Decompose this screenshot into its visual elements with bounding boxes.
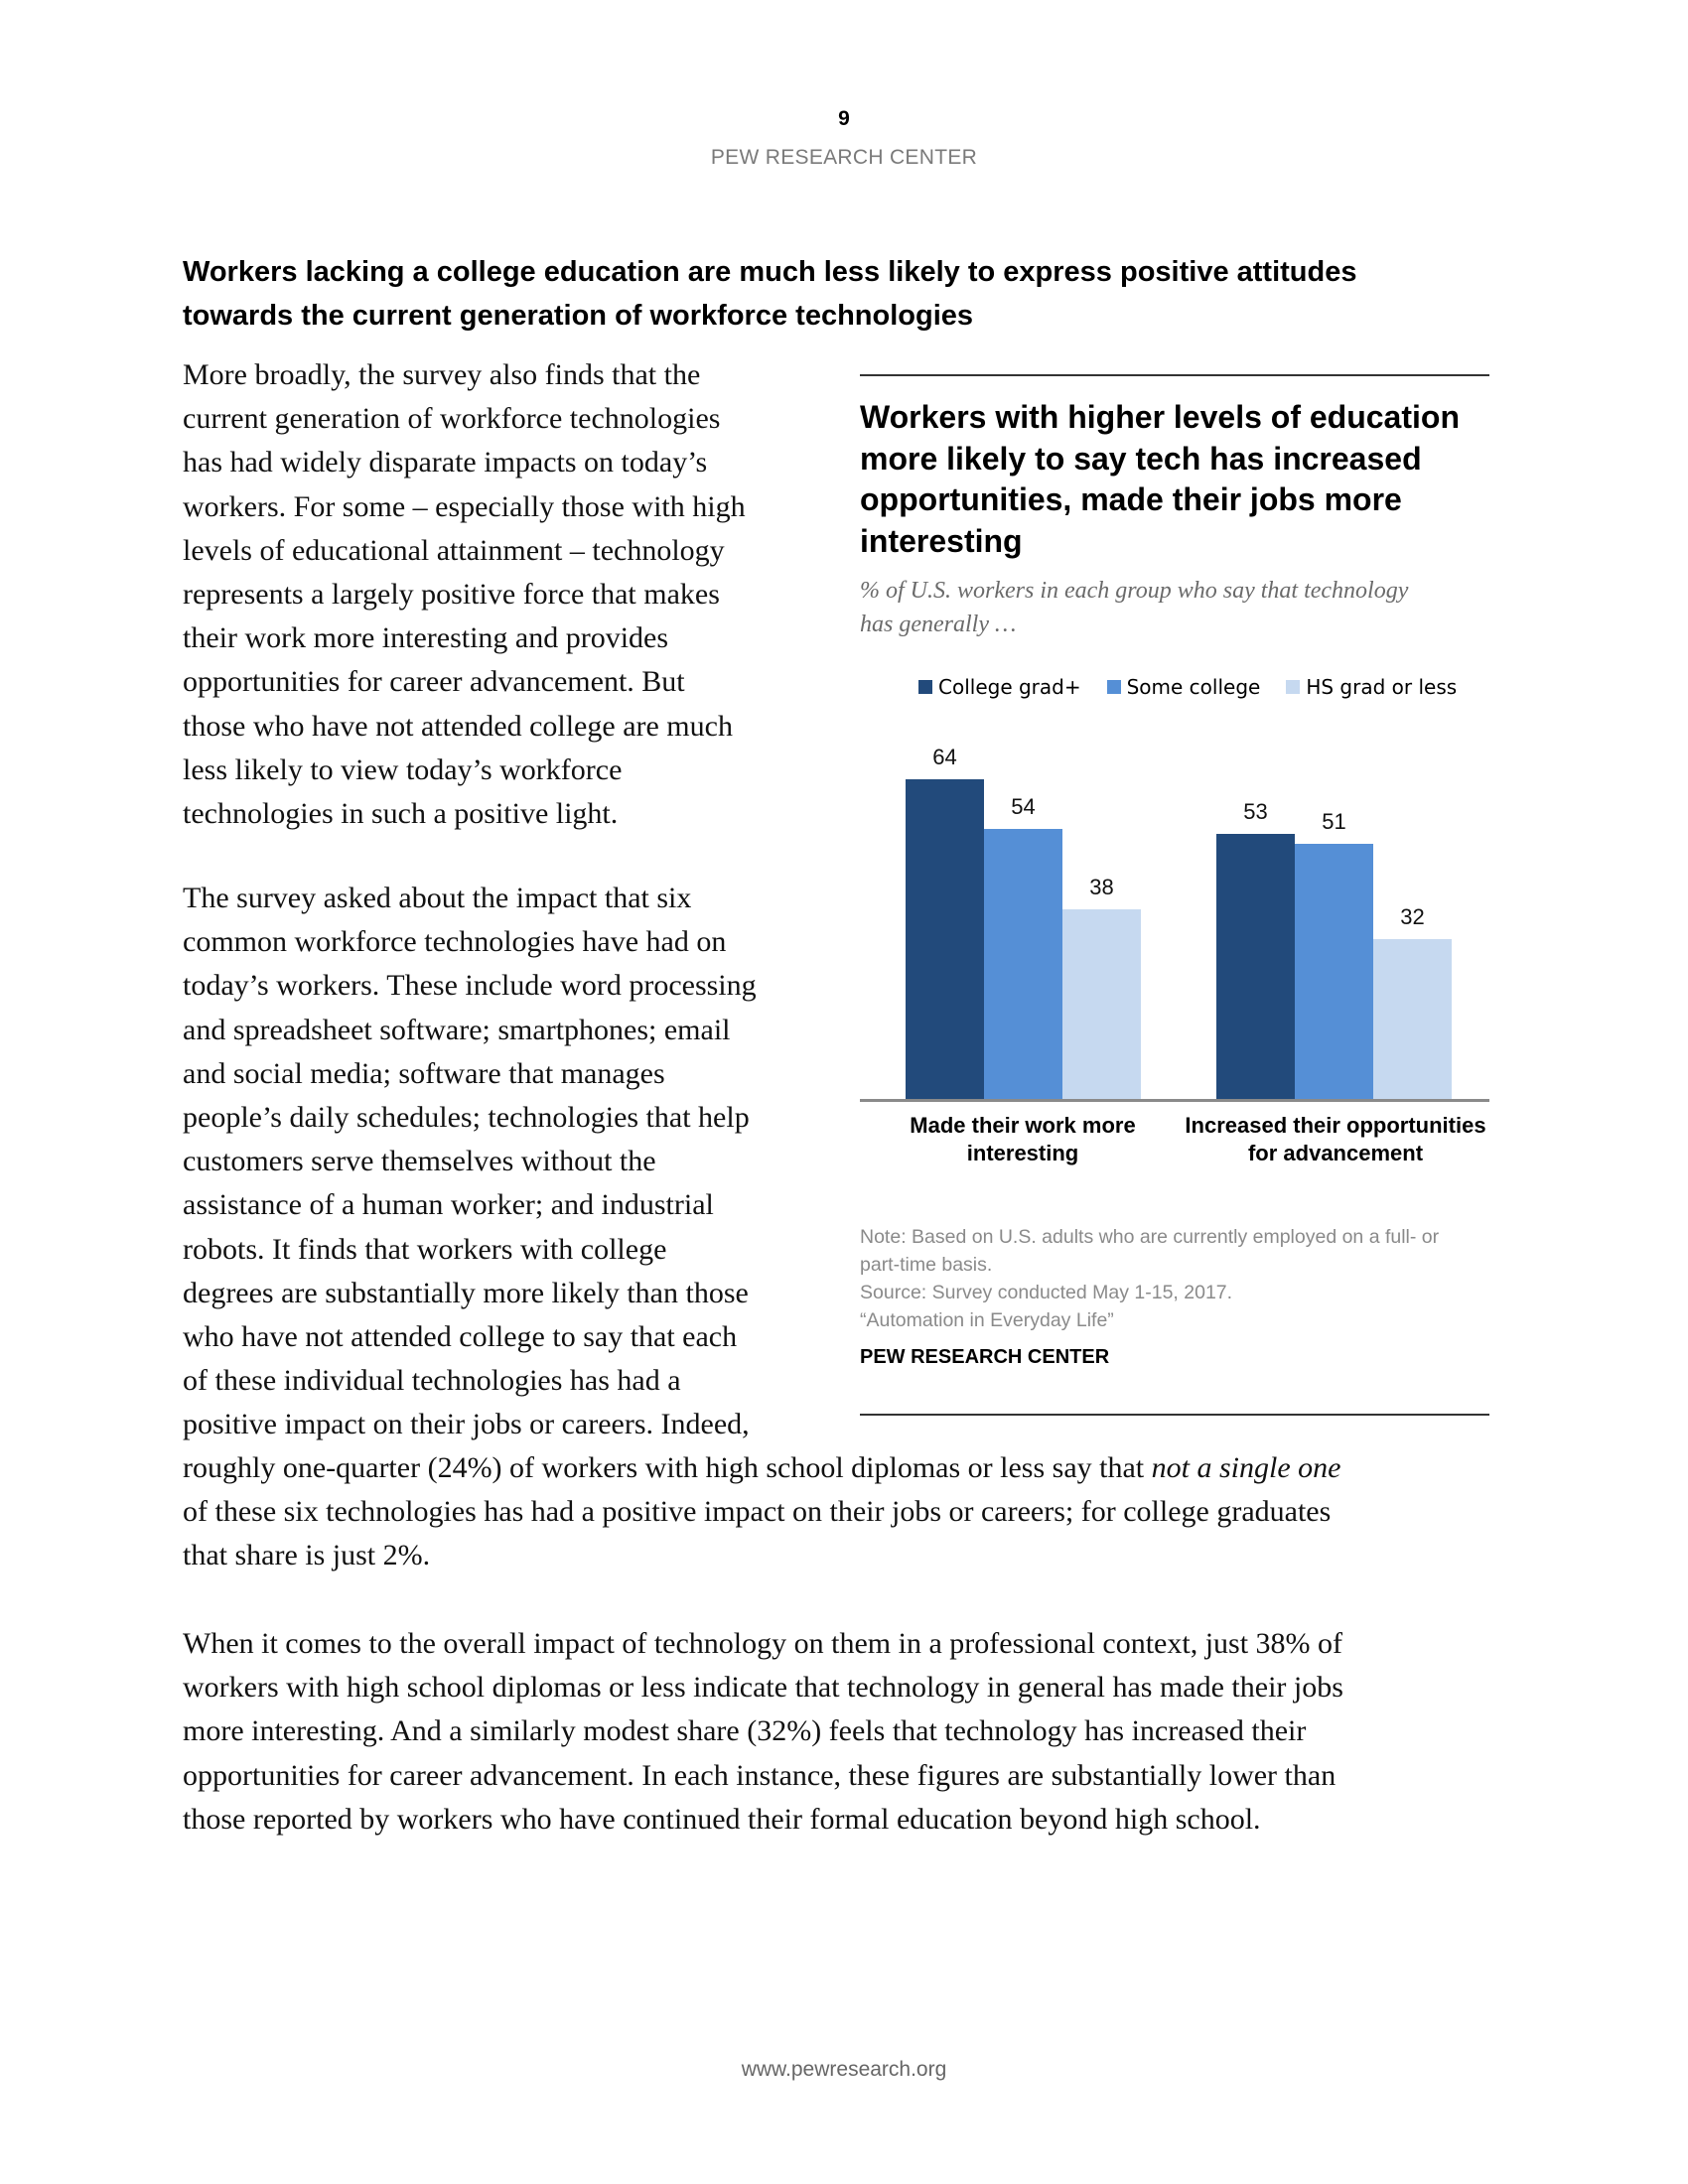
text-line: workers. For some – especially those with high (183, 489, 746, 523)
category-label-line: for advancement (1247, 1141, 1424, 1165)
text-line: of these individual technologies has had a (183, 1364, 681, 1398)
category-label-line: Increased their opportunities (1185, 1113, 1486, 1138)
bar-value-label: 38 (1089, 875, 1114, 899)
text-span: roughly one-quarter (24%) of workers with high school diplomas or less say that (183, 1451, 1152, 1484)
legend-swatch-icon (918, 680, 932, 694)
text-line: more interesting. And a similarly modest share (32%) feels that technology has increased their (183, 1714, 1307, 1748)
chart-title-line: more likely to say tech has increased (860, 440, 1422, 477)
text-line: customers serve themselves without the (183, 1145, 656, 1178)
text-line: has had widely disparate impacts on today’s (183, 446, 708, 479)
chart-subtitle-line: % of U.S. workers in each group who say that technology (860, 578, 1409, 604)
text-line: degrees are substantially more likely than those (183, 1276, 749, 1309)
category-label-interesting (874, 1112, 1172, 1167)
text-line: their work more interesting and provides (183, 621, 669, 655)
legend-label: HS grad or less (1306, 675, 1458, 699)
legend-item-some-college (1107, 675, 1261, 699)
text-line: people’s daily schedules; technologies that help (183, 1100, 750, 1134)
bar-value-label: 54 (1011, 794, 1036, 819)
legend-label: Some college (1126, 675, 1261, 699)
text-line: positive impact on their jobs or careers. Indeed, (183, 1408, 750, 1441)
section-heading (183, 250, 1533, 338)
legend-swatch-icon (1286, 680, 1300, 694)
legend-label: College grad+ (938, 675, 1081, 699)
paragraph-2-continued (183, 1446, 1513, 1578)
section-heading-line: Workers lacking a college education are much less likely to express positive attitudes (183, 256, 1357, 288)
category-label-advancement (1172, 1112, 1499, 1167)
category-label-line: Made their work more (910, 1113, 1136, 1138)
bar-some-college-interesting (984, 829, 1062, 1100)
bar-hs-or-less-advancement (1373, 939, 1452, 1100)
chart-note (860, 1223, 1505, 1334)
legend-swatch-icon (1107, 680, 1121, 694)
paragraph-3 (183, 1622, 1513, 1842)
text-line: workers with high school diplomas or less indicate that technology in general has made their jobs (183, 1671, 1343, 1705)
page-number: 9 (838, 107, 850, 130)
text-line: levels of educational attainment – technology (183, 533, 725, 567)
chart-title-line: opportunities, made their jobs more (860, 481, 1402, 517)
text-line: that share is just 2%. (183, 1539, 431, 1572)
text-line (183, 1446, 1513, 1490)
emphasis-text: not a single one (1151, 1451, 1341, 1484)
text-line: More broadly, the survey also finds that the (183, 358, 701, 391)
running-header: PEW RESEARCH CENTER (710, 146, 978, 169)
chart-title-line: Workers with higher levels of education (860, 399, 1460, 435)
text-line: those reported by workers who have continued their formal education beyond high school. (183, 1802, 1261, 1836)
bar-value-label: 53 (1243, 799, 1268, 824)
chart-x-axis (860, 1099, 1489, 1102)
text-line: current generation of workforce technologies (183, 402, 721, 436)
text-line: today’s workers. These include word processing (183, 969, 757, 1003)
text-line: opportunities for career advancement. In each instance, these figures are substantially lower than (183, 1758, 1336, 1792)
text-line: opportunities for career advancement. But (183, 665, 685, 699)
text-line: of these six technologies has had a positive impact on their jobs or careers; for college graduates (183, 1495, 1332, 1529)
text-line: and spreadsheet software; smartphones; email (183, 1013, 731, 1046)
chart-top-rule (860, 374, 1489, 376)
legend-item-hs-or-less (1286, 675, 1457, 699)
footer-url[interactable]: www.pewresearch.org (741, 2058, 947, 2081)
chart-title-line: interesting (860, 522, 1023, 559)
bar-value-label: 32 (1400, 904, 1425, 929)
text-line: represents a largely positive force that makes (183, 577, 720, 611)
text-line: who have not attended college to say that each (183, 1319, 738, 1353)
text-line: The survey asked about the impact that six (183, 882, 692, 914)
chart-subtitle (860, 574, 1505, 641)
text-line: those who have not attended college are much (183, 709, 733, 743)
text-line: and social media; software that manages (183, 1056, 665, 1090)
bar-some-college-advancement (1295, 844, 1373, 1100)
note-line: part-time basis. (860, 1254, 993, 1276)
bar-hs-or-less-interesting (1062, 909, 1141, 1100)
text-line: common workforce technologies have had on (183, 925, 727, 959)
bar-value-label: 51 (1322, 809, 1346, 834)
paragraph-1 (183, 353, 818, 836)
legend-item-college-grad (918, 675, 1081, 699)
bar-college-grad-advancement (1216, 834, 1295, 1100)
source-line: “Automation in Everyday Life” (860, 1309, 1114, 1331)
text-line: assistance of a human worker; and industrial (183, 1188, 714, 1222)
section-heading-line: towards the current generation of workforce technologies (183, 300, 974, 332)
chart-title (860, 397, 1505, 562)
chart-credit: PEW RESEARCH CENTER (860, 1346, 1110, 1368)
note-line: Note: Based on U.S. adults who are currently employed on a full- or (860, 1226, 1440, 1248)
chart-legend (918, 675, 1482, 699)
text-line: technologies in such a positive light. (183, 796, 619, 830)
paragraph-2 (183, 877, 818, 1446)
chart-bottom-rule (860, 1414, 1489, 1416)
bar-college-grad-interesting (906, 779, 984, 1100)
bar-value-label: 64 (932, 745, 957, 769)
source-line: Source: Survey conducted May 1-15, 2017. (860, 1282, 1233, 1303)
chart-subtitle-line: has generally … (860, 612, 1017, 637)
category-label-line: interesting (966, 1141, 1079, 1165)
text-line: When it comes to the overall impact of technology on them in a professional context, just 38% of (183, 1627, 1343, 1660)
text-line: less likely to view today’s workforce (183, 752, 623, 786)
text-line: robots. It finds that workers with college (183, 1232, 667, 1266)
